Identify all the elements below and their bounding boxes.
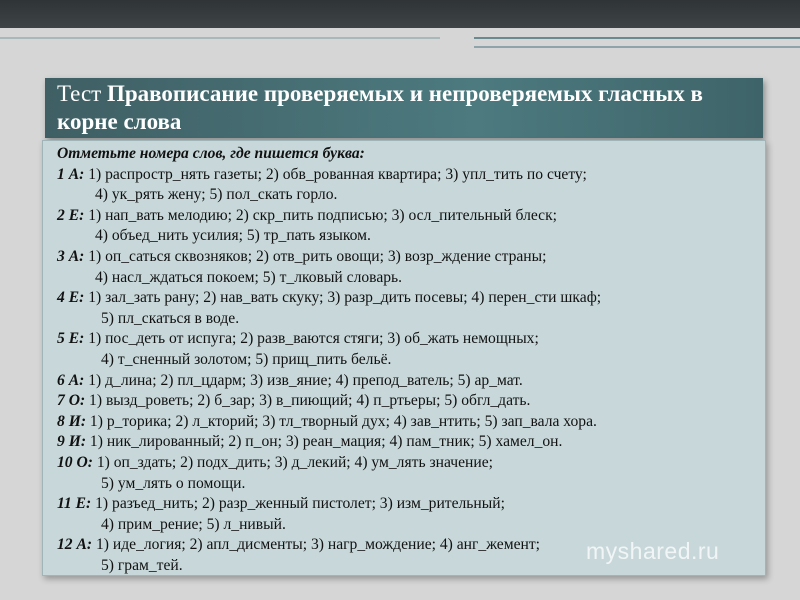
item-label: 12 А:: [57, 536, 93, 554]
item-text: 1) нап_вать мелодию; 2) скр_пить подписью; 3) осл_пительный блеск;: [84, 206, 558, 224]
item-label: 10 О:: [57, 453, 93, 471]
item-label: 8 И:: [57, 412, 87, 430]
title-prefix: Тест: [57, 81, 102, 106]
top-band: [0, 0, 800, 28]
item-continuation: 4) т_сненный золотом; 5) прищ_пить бельё.: [101, 350, 392, 368]
item-label: 11 Е:: [57, 495, 92, 513]
list-item: [57, 391, 765, 412]
accent-line: [474, 46, 800, 48]
accent-line: [474, 37, 800, 39]
list-item: [57, 206, 765, 227]
list-item: [57, 453, 765, 474]
list-item: [57, 412, 765, 433]
item-text: 1) оп_здать; 2) подх_дить; 3) д_лекий; 4) ум_лять значение;: [92, 453, 493, 471]
item-text: 1) пос_деть от испуга; 2) разв_ваются стяги; 3) об_жать немощных;: [84, 330, 539, 348]
item-text: 1) оп_саться сквозняков; 2) отв_рить овощи; 3) возр_ждение страны;: [84, 247, 547, 265]
item-text: 1) иде_логия; 2) апл_дисменты; 3) нагр_мождение; 4) анг_жемент;: [92, 536, 540, 554]
item-text: 1) р_торика; 2) л_кторий; 3) тл_творный дух; 4) зав_нтить; 5) зап_вала хора.: [86, 412, 597, 430]
item-label: 6 А:: [57, 371, 85, 389]
item-continuation: 4) ук_рять жену; 5) пол_скать горло.: [95, 186, 338, 204]
item-label: 5 Е:: [57, 330, 85, 348]
list-item: [57, 329, 765, 350]
item-continuation: 5) ум_лять о помощи.: [101, 474, 246, 492]
item-continuation: 4) объед_нить усилия; 5) тр_пать языком.: [95, 227, 371, 245]
list-item: [57, 247, 765, 268]
item-continuation: 5) грам_тей.: [101, 556, 183, 574]
list-item: [57, 288, 765, 309]
list-item: [57, 371, 765, 392]
item-continuation: 4) насл_ждаться покоем; 5) т_лковый словарь.: [95, 268, 403, 286]
list-item: [57, 165, 765, 186]
item-label: 4 Е:: [57, 289, 85, 307]
item-label: 3 А:: [57, 247, 85, 265]
list-item: [57, 494, 765, 515]
title-main: Правописание проверяемых и непроверяемых гласных в корне слова: [57, 81, 703, 134]
test-content: [42, 140, 766, 576]
instruction: Отметьте номера слов, где пишется буква:: [57, 145, 365, 162]
item-label: 9 И:: [57, 433, 87, 451]
item-text: 1) вызд_роветь; 2) б_зар; 3) в_пиющий; 4) п_ртьеры; 5) обгл_дать.: [85, 392, 531, 410]
accent-line: [0, 37, 440, 39]
item-text: 1) д_лина; 2) пл_цдарм; 3) изв_яние; 4) препод_ватель; 5) ар_мат.: [84, 371, 523, 389]
item-text: 1) зал_зать рану; 2) нав_вать скуку; 3) разр_дить посевы; 4) перен_сти шкаф;: [84, 289, 602, 307]
item-continuation: 5) пл_скаться в воде.: [101, 309, 240, 327]
item-continuation: 4) прим_рение; 5) л_нивый.: [101, 515, 286, 533]
item-label: 2 Е:: [57, 206, 85, 224]
slide-title: [45, 78, 763, 138]
item-text: 1) ник_лированный; 2) п_он; 3) реан_мация; 4) пам_тник; 5) хамел_он.: [86, 433, 563, 451]
watermark: myshared.ru: [586, 538, 720, 564]
item-text: 1) распростр_нять газеты; 2) обв_рованная квартира; 3) упл_тить по счету;: [84, 165, 587, 183]
item-label: 7 О:: [57, 392, 86, 410]
item-label: 1 А:: [57, 165, 85, 183]
list-item: [57, 432, 765, 453]
item-text: 1) разъед_нить; 2) разр_женный пистолет; 3) изм_рительный;: [91, 495, 505, 513]
